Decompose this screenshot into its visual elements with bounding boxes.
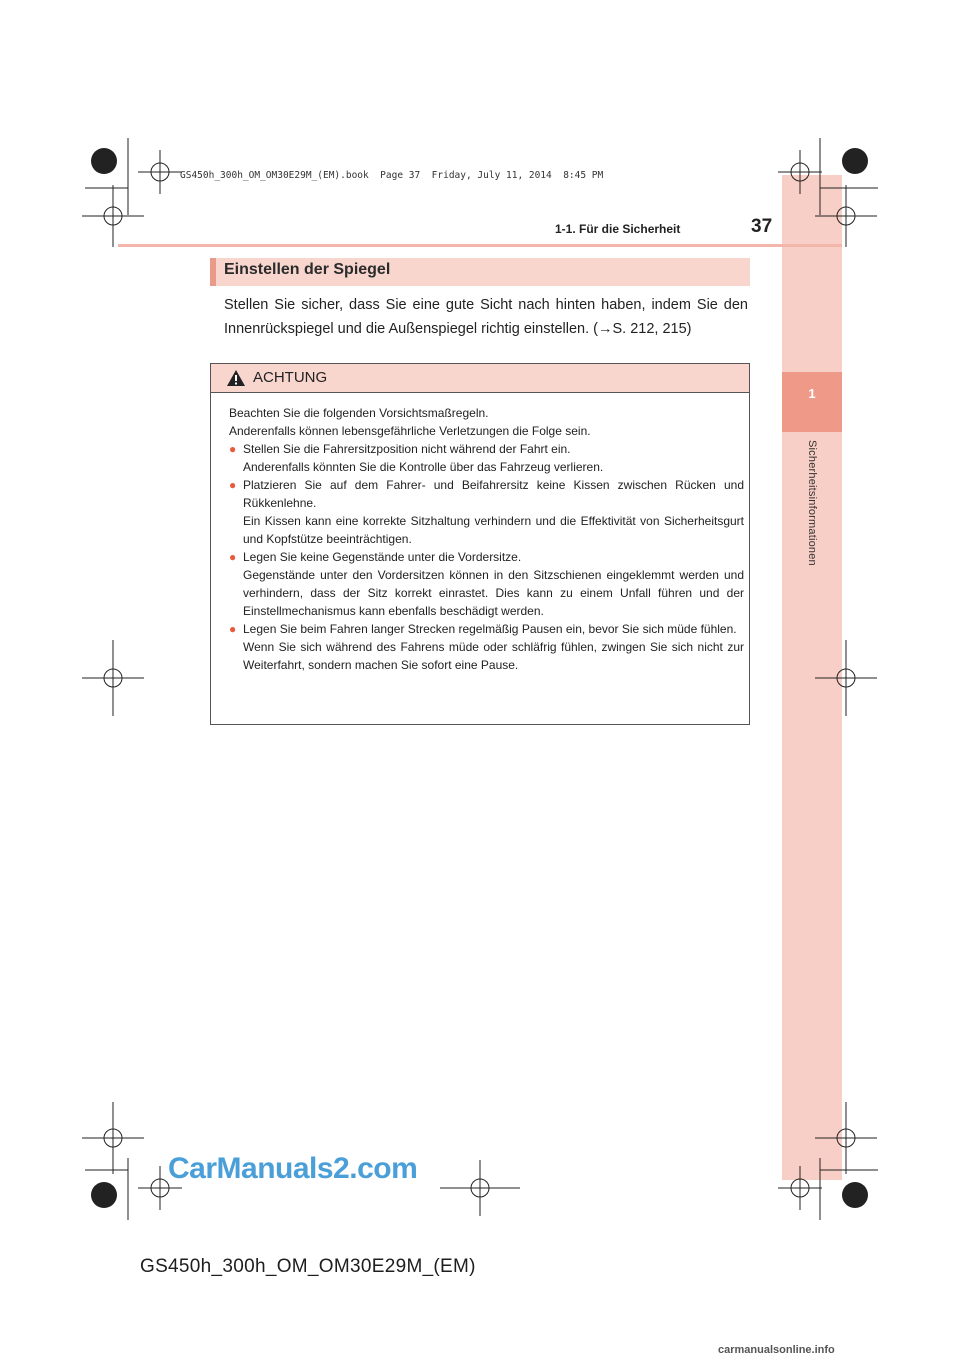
warning-item-text: Platzieren Sie auf dem Fahrer- und Beifahrersitz keine Kissen zwischen Rücken und Rükkenlehne. [243,478,744,510]
warning-item-text: Stellen Sie die Fahrersitzposition nicht während der Fahrt ein. [243,442,571,456]
bullet-icon: ● [229,442,237,456]
chapter-label: Sicherheitsinformationen [806,440,818,566]
section-intro: Stellen Sie sicher, dass Sie eine gute Sicht nach hinten haben, indem Sie den Innenrückspiegel und die Außenspiegel richtig einstellen. (→S. 212, 215) [224,297,748,337]
warning-title: ACHTUNG [253,369,328,386]
warning-intro-line: Anderenfalls können lebensgefährliche Verletzungen die Folge sein. [229,424,591,438]
bullet-icon: ● [229,622,237,636]
warning-item-text: Legen Sie keine Gegenstände unter die Vordersitze. [243,550,522,564]
warning-item-detail: Anderenfalls könnten Sie die Kontrolle über das Fahrzeug verlieren. [243,460,604,474]
warning-intro-line: Beachten Sie die folgenden Vorsichtsmaßregeln. [229,406,489,420]
document-code: GS450h_300h_OM_OM30E29M_(EM) [140,1256,476,1277]
bullet-icon: ● [229,478,237,492]
chapter-number: 1 [808,386,816,401]
warning-item-detail: Gegenstände unter den Vordersitzen können in den Sitzschienen eingeklemmt werden und verhindern, dass der Sitz korrekt einrastet. Dies kann zu einem Unfall führen und der Einstellmechanismus kann ebenfalls beschädigt werden. [243,568,744,618]
warning-item-text: Legen Sie beim Fahren langer Strecken regelmäßig Pausen ein, bevor Sie sich müde fühlen. [243,622,737,636]
section-heading: Einstellen der Spiegel [224,261,391,278]
book-stamp: GS450h_300h_OM_OM30E29M_(EM).book Page 37 Friday, July 11, 2014 8:45 PM [180,170,604,181]
warning-item-detail: Wenn Sie sich während des Fahrens müde oder schläfrig fühlen, zwingen Sie sich nicht zur Weiterfahrt, sondern machen Sie sofort eine Pause. [243,640,744,672]
warning-item-detail: Ein Kissen kann eine korrekte Sitzhaltung verhindern und die Effektivität von Sicherheitsgurt und Kopfstütze beeinträchtigen. [243,514,744,546]
page-number: 37 [751,216,773,237]
watermark-carmanuals2: CarManuals2.com [168,1152,418,1185]
watermark-carmanualsonline: carmanualsonline.info [718,1344,835,1356]
bullet-icon: ● [229,550,237,564]
section-title: 1-1. Für die Sicherheit [555,222,681,236]
